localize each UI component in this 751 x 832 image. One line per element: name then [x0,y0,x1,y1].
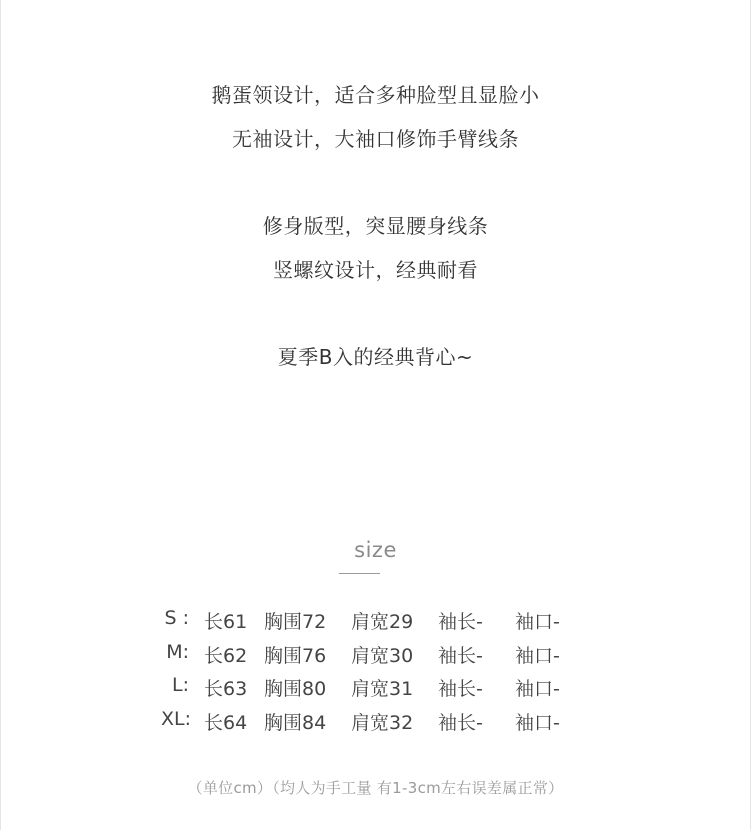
shoulder-value: 肩宽30 [351,645,414,667]
chest-value: 胸围76 [264,645,327,667]
cuff-value: 袖口- [515,712,560,734]
size-row-xl [161,708,581,736]
sleeve-length-value: 袖长- [438,645,483,667]
length-value: 长62 [204,645,248,667]
cuff-value: 袖口- [515,678,560,700]
shoulder-value: 肩宽32 [351,712,414,734]
cuff-value: 袖口- [515,645,560,667]
sleeve-length-value: 袖长- [438,611,483,633]
measurement-note: （单位cm）（均人为手工量 有1-3cm左右误差属正常） [187,779,564,797]
description-line-2: 无袖设计，大袖口修饰手臂线条 [232,127,519,151]
sleeve-length-value: 袖长- [438,712,483,734]
chest-value: 胸围72 [264,611,327,633]
chest-value: 胸围80 [264,678,327,700]
size-label: L: [172,674,189,696]
length-value: 长64 [204,712,248,734]
size-section-title: size [354,538,397,562]
shoulder-value: 肩宽31 [351,678,414,700]
sleeve-length-value: 袖长- [438,678,483,700]
chest-value: 胸围84 [264,712,327,734]
size-label: S : [164,607,189,629]
size-row-l [161,674,581,702]
size-label: XL: [161,708,192,730]
size-label: M: [166,641,189,663]
size-title-underline [339,573,380,574]
size-row-s [161,607,581,635]
description-line-5: 夏季B入的经典背心~ [277,345,474,369]
cuff-value: 袖口- [515,611,560,633]
length-value: 长61 [204,611,248,633]
size-row-m [161,641,581,669]
length-value: 长63 [204,678,248,700]
shoulder-value: 肩宽29 [351,611,414,633]
description-line-4: 竖螺纹设计，经典耐看 [273,258,478,282]
description-line-1: 鹅蛋领设计，适合多种脸型且显脸小 [211,83,540,107]
description-line-3: 修身版型，突显腰身线条 [262,214,489,238]
